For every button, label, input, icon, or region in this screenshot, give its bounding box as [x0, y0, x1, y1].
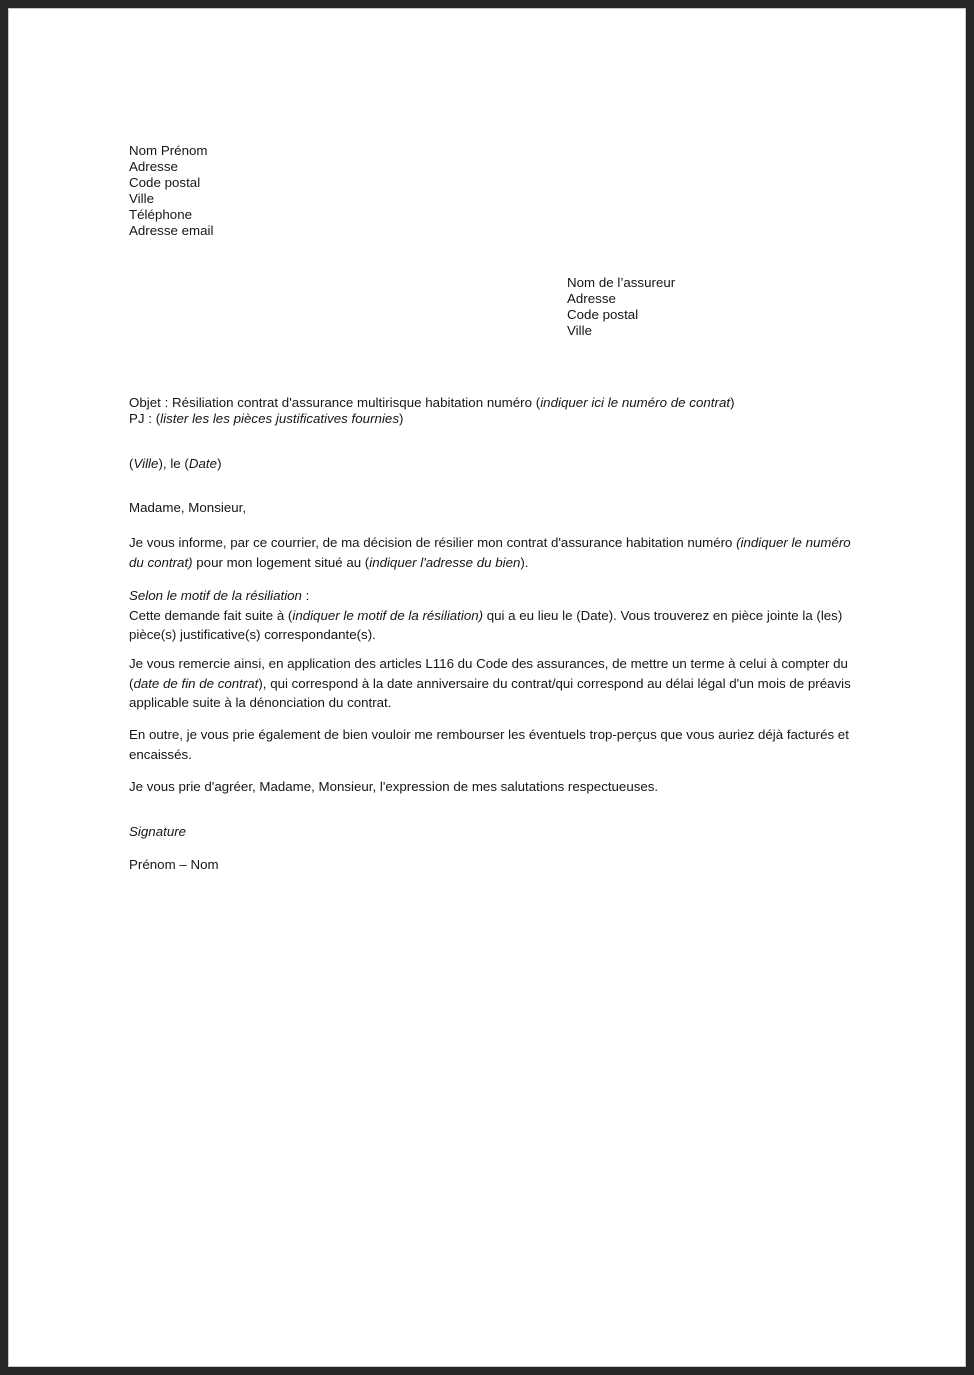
body-section-motif: [129, 586, 864, 645]
signature-label: Signature: [129, 824, 187, 839]
sender-line-email: Adresse email: [129, 223, 214, 238]
place-date-middle: ), le (: [158, 456, 189, 471]
place-date-close-paren: ): [217, 456, 222, 471]
signature-label-block: [129, 824, 529, 840]
attachments-suffix: ): [399, 411, 404, 426]
p3-placeholder-end-date: date de fin de contrat: [133, 675, 259, 691]
subject-line: [129, 395, 869, 411]
motif-heading-italic: Selon le motif de la résiliation: [129, 588, 302, 603]
p1-part3: ).: [520, 554, 529, 570]
recipient-line-address: Adresse: [567, 291, 616, 306]
motif-paragraph: [129, 606, 864, 645]
motif-part2: qui a eu lieu le (Date). Vous trouverez en pièce jointe la (les) pièce(s) justificative(s) correspondante(s).: [129, 607, 843, 642]
p1-placeholder-property-address: indiquer l'adresse du bien: [369, 554, 521, 570]
sender-line-postal-code: Code postal: [129, 175, 201, 190]
place-date-open-paren: (: [129, 456, 134, 471]
recipient-line-city: Ville: [567, 323, 592, 338]
sender-line-phone: Téléphone: [129, 207, 193, 222]
sender-address-block: [129, 143, 469, 239]
page-content: [9, 9, 965, 1366]
p1-part1: Je vous informe, par ce courrier, de ma décision de résilier mon contrat d'assurance habitation numéro: [129, 535, 737, 550]
subject-block: [129, 395, 869, 427]
motif-heading-colon: :: [301, 588, 310, 603]
p1-part2: pour mon logement situé au (: [192, 554, 370, 570]
body-paragraph-3: [129, 654, 864, 713]
body-paragraph-closing: [129, 777, 864, 797]
p5-text: Je vous prie d'agréer, Madame, Monsieur, l'expression de mes salutations respectueuses.: [129, 779, 659, 794]
p1-placeholder-contract-number: (indiquer le numéro du contrat): [129, 535, 851, 570]
recipient-address-block: [567, 275, 907, 339]
place-city-placeholder: Ville: [133, 456, 159, 471]
signature-name-block: [129, 857, 529, 873]
recipient-line-postal-code: Code postal: [567, 307, 639, 322]
motif-heading: [129, 586, 864, 606]
salutation-line: [129, 500, 629, 516]
subject-placeholder: indiquer ici le numéro de contrat: [540, 395, 731, 410]
motif-part1: Cette demande fait suite à (: [129, 607, 293, 623]
sender-line-address: Adresse: [129, 159, 178, 174]
place-date-placeholder: Date: [188, 456, 218, 471]
sender-line-city: Ville: [129, 191, 154, 206]
sender-line-name: Nom Prénom: [129, 143, 208, 158]
attachments-placeholder: lister les les pièces justificatives fournies: [160, 411, 400, 426]
letter-page: [8, 8, 966, 1367]
p3-part1: Je vous remercie ainsi, en application des articles L116 du Code des assurances, de mettre un terme à celui à compter du (: [129, 656, 848, 691]
attachments-line: [129, 411, 869, 427]
body-paragraph-4: [129, 725, 864, 764]
subject-suffix: ): [730, 395, 735, 410]
attachments-prefix: PJ : (: [129, 411, 161, 426]
subject-prefix: Objet : Résiliation contrat d'assurance multirisque habitation numéro (: [129, 395, 541, 410]
recipient-line-insurer-name: Nom de l’assureur: [567, 275, 676, 290]
body-paragraph-1: [129, 533, 864, 572]
place-date-line: [129, 456, 549, 472]
signature-name: Prénom – Nom: [129, 857, 219, 872]
p4-text: En outre, je vous prie également de bien vouloir me rembourser les éventuels trop-perçus que vous auriez déjà facturés et encaissés.: [129, 727, 849, 762]
motif-placeholder-reason: indiquer le motif de la résiliation): [292, 607, 484, 623]
salutation-text: Madame, Monsieur,: [129, 500, 247, 515]
p3-part2: ), qui correspond à la date anniversaire du contrat/qui correspond au délai légal d'un mois de préavis applicable suite à la dénonciation du contrat.: [129, 675, 851, 710]
